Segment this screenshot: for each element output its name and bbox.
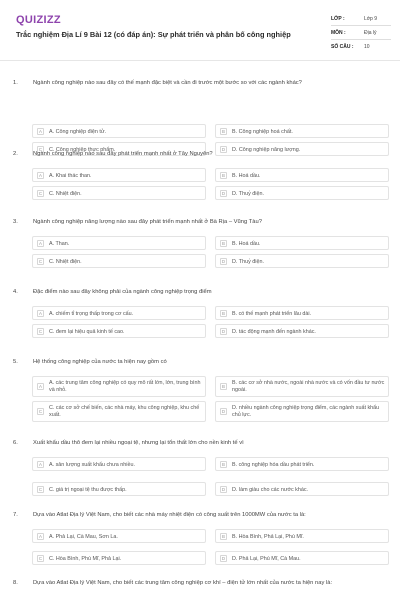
option-letter-c: C [38, 259, 43, 264]
meta-label: SỐ CÂU : [331, 44, 354, 50]
option-letter-a: A [37, 461, 44, 468]
option-a[interactable] [32, 529, 206, 543]
option-d[interactable] [215, 551, 389, 565]
option-text: C. đem lại hiệu quả kinh tế cao. [49, 328, 125, 335]
question-number: 1. [13, 80, 18, 86]
option-letter-b: B [220, 533, 227, 540]
option-letter-b: B [220, 128, 227, 135]
option-text: B. có thế mạnh phát triển lâu dài. [232, 310, 312, 317]
option-letter-b: B [220, 172, 227, 179]
question-number: 3. [13, 219, 18, 225]
question-text: Dựa vào Atlat Địa lý Việt Nam, cho biết các trung tâm công nghiệp cơ khí – điện tử lớn nhất của nước ta hiện nay là: [33, 580, 333, 586]
option-text: A. sản lượng xuất khẩu chưa nhiều. [49, 461, 135, 468]
option-letter-a: A [37, 172, 44, 179]
option-b[interactable] [215, 168, 389, 182]
option-letter-b: B [220, 240, 227, 247]
option-letter-d: D [221, 409, 226, 414]
option-text: B. Hoá dầu. [232, 172, 261, 179]
worksheet-title: Trắc nghiệm Địa Lí 9 Bài 12 (có đáp án): Sự phát triển và phân bố công nghiệp [16, 30, 291, 39]
option-letter-c: C [38, 556, 43, 561]
option-text: A. Công nghiệp điện tử. [49, 128, 106, 135]
option-letter-d: D [221, 259, 226, 264]
question-text: Ngành công nghiệp nào sau đây phát triển mạnh nhất ở Tây Nguyên? [33, 151, 213, 157]
option-b[interactable] [215, 124, 389, 138]
question-text: Đặc điểm nào sau đây không phải của ngành công nghiệp trọng điểm [33, 289, 212, 295]
option-text: A. Khai thác than. [49, 172, 92, 179]
option-letter-c: C [38, 487, 43, 492]
meta-label: LỚP : [331, 16, 345, 22]
question-number: 2. [13, 151, 18, 157]
option-text: B. các cơ sở nhà nước, ngoài nhà nước và có vốn đầu tư nước ngoài. [232, 380, 385, 393]
question-number: 8. [13, 580, 18, 586]
option-text: C. Công nghiệp thực phẩm. [49, 146, 116, 153]
option-letter-d: D [221, 487, 226, 492]
option-letter-a: A [37, 383, 44, 390]
question-text: Hệ thống công nghiệp của nước ta hiện nay gồm có [33, 359, 167, 365]
option-letter-d: D [221, 556, 226, 561]
worksheet-header [0, 0, 400, 62]
option-letter-a: A [37, 128, 44, 135]
option-text: D. Công nghiệp năng lượng. [232, 146, 301, 153]
option-a[interactable] [32, 236, 206, 250]
option-c[interactable] [32, 551, 206, 565]
option-b[interactable] [215, 306, 389, 320]
option-text: D. tác động mạnh đến ngành khác. [232, 328, 316, 335]
option-b[interactable] [215, 457, 389, 471]
quizizz-logo: QUIZIZZ [16, 14, 61, 26]
option-letter-c: C [38, 329, 43, 334]
option-letter-b: B [220, 383, 227, 390]
question-number: 6. [13, 440, 18, 446]
option-a[interactable] [32, 376, 206, 397]
option-text: A. Than. [49, 240, 70, 247]
option-d[interactable] [215, 186, 389, 200]
option-c[interactable] [32, 254, 206, 268]
option-c[interactable] [32, 482, 206, 496]
option-a[interactable] [32, 457, 206, 471]
meta-row-class [331, 12, 391, 26]
option-a[interactable] [32, 306, 206, 320]
option-text: D. nhiều ngành công nghiệp trọng điểm, các ngành xuất khẩu chủ lực. [232, 405, 380, 418]
option-letter-a: A [37, 533, 44, 540]
option-text: D. làm giàu cho các nước khác. [232, 486, 309, 493]
option-text: B. công nghiệp hóa dầu phát triển. [232, 461, 315, 468]
option-c[interactable] [32, 324, 206, 338]
option-a[interactable] [32, 168, 206, 182]
worksheet-meta [331, 12, 391, 54]
question-text: Dựa vào Atlat Địa lý Việt Nam, cho biết các nhà máy nhiệt điện có công suất trên 1000MW của nước ta là: [33, 512, 306, 518]
option-d[interactable] [215, 254, 389, 268]
option-text: C. Nhiệt điện. [49, 258, 82, 265]
option-letter-a: A [37, 240, 44, 247]
option-text: A. Phả Lại, Cà Mau, Sơn La. [49, 533, 118, 540]
question-text: Xuất khẩu dầu thô đem lại nhiều ngoại tệ, nhưng lại tổn thất lớn cho nền kinh tế vì [33, 440, 244, 446]
option-text: C. giá trị ngoại tệ thu được thấp. [49, 486, 127, 493]
option-text: B. Hòa Bình, Phả Lại, Phú Mĩ. [232, 533, 304, 540]
option-letter-c: C [38, 409, 43, 414]
option-text: A. các trung tâm công nghiệp có quy mô rất lớn, lớn, trung bình và nhỏ. [49, 380, 201, 393]
meta-label: MÔN : [331, 30, 346, 36]
question-text: Ngành công nghiệp nào sau đây có thế mạnh đặc biệt và cần đi trước một bước so với các ngành khác? [33, 80, 302, 86]
option-letter-d: D [221, 329, 226, 334]
option-letter-c: C [38, 147, 43, 152]
option-d[interactable] [215, 401, 389, 422]
option-text: C. các cơ sở chế biến, các nhà máy, khu công nghiệp, khu chế xuất. [49, 405, 200, 418]
option-text: B. Công nghiệp hoá chất. [232, 128, 293, 135]
option-letter-d: D [221, 191, 226, 196]
option-letter-b: B [220, 461, 227, 468]
option-c[interactable] [32, 401, 206, 422]
option-text: B. Hoá dầu. [232, 240, 261, 247]
option-d[interactable] [215, 324, 389, 338]
option-letter-d: D [221, 147, 226, 152]
meta-value: Lớp 9 [364, 16, 378, 22]
option-d[interactable] [215, 482, 389, 496]
option-text: D. Thuỷ điện. [232, 258, 264, 265]
option-letter-b: B [220, 310, 227, 317]
question-text: Ngành công nghiệp năng lượng nào sau đây phát triển mạnh nhất ở Bà Rịa – Vũng Tàu? [33, 219, 262, 225]
question-number: 7. [13, 512, 18, 518]
option-letter-a: A [37, 310, 44, 317]
option-text: D. Phả Lại, Phú Mĩ, Cà Mau. [232, 555, 301, 562]
option-text: C. Hòa Bình, Phú Mĩ, Phả Lại. [49, 555, 122, 562]
question-number: 5. [13, 359, 18, 365]
meta-row-question-count [331, 40, 391, 54]
option-b[interactable] [215, 376, 389, 397]
option-a[interactable] [32, 124, 206, 138]
header-divider [0, 60, 400, 61]
option-text: C. Nhiệt điện. [49, 190, 82, 197]
option-letter-c: C [38, 191, 43, 196]
meta-value: 10 [364, 44, 370, 50]
meta-row-subject [331, 26, 391, 40]
meta-value: Địa lý [364, 30, 377, 36]
option-b[interactable] [215, 236, 389, 250]
option-b[interactable] [215, 529, 389, 543]
option-text: A. chiếm tỉ trọng thấp trong cơ cấu. [49, 310, 134, 317]
option-c[interactable] [32, 186, 206, 200]
option-text: D. Thuỷ điện. [232, 190, 264, 197]
question-number: 4. [13, 289, 18, 295]
